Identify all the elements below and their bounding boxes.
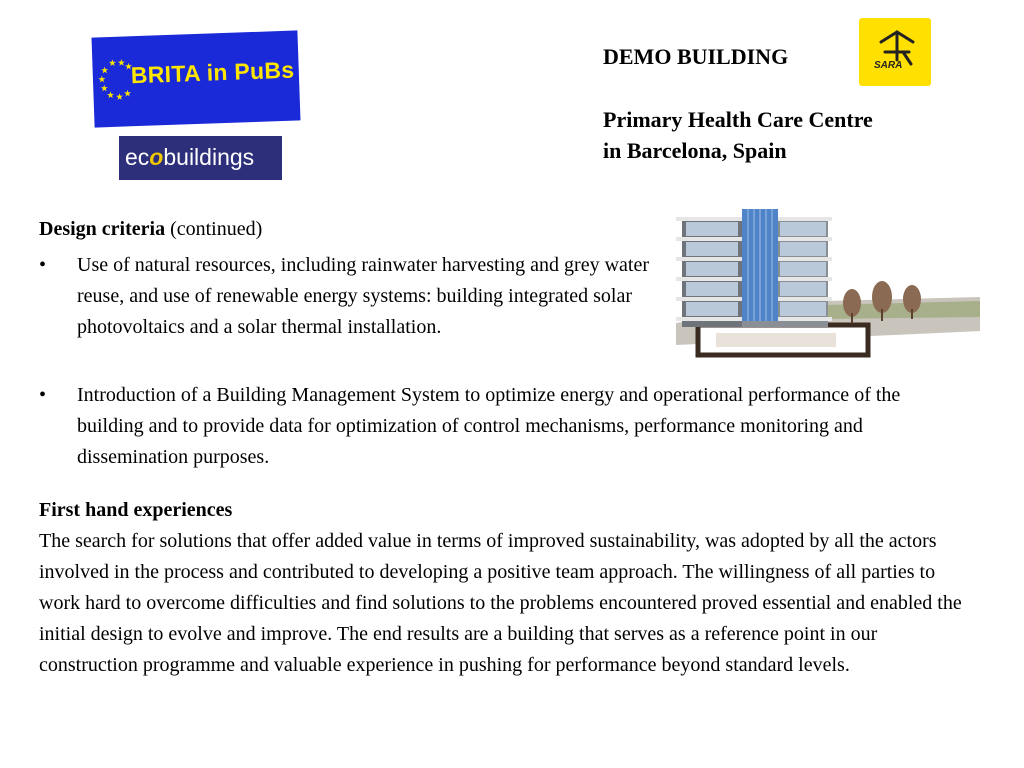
svg-text:★: ★ — [100, 84, 109, 95]
design-criteria-heading — [39, 214, 262, 245]
subtitle-line-1: Primary Health Care Centre — [603, 107, 873, 132]
svg-text:★: ★ — [124, 62, 133, 73]
ecobuildings-logo-text — [125, 144, 254, 171]
design-criteria-continued: (continued) — [170, 218, 263, 240]
svg-text:★: ★ — [106, 90, 115, 102]
bullet-text: Introduction of a Building Management System to optimize energy and operational performance of the building and to provide data for optimization of control mechanisms, performance monitoring and dissemination purposes. — [77, 384, 901, 468]
bullet-text: Use of natural resources, including rainwater harvesting and grey water reuse, and use of renewable energy systems: building integrated solar photovoltaics and a solar thermal installation. — [77, 254, 650, 338]
svg-text:★: ★ — [117, 58, 126, 69]
first-hand-heading: First hand experiences — [39, 499, 233, 521]
brita-in-pubs-logo — [91, 30, 300, 127]
demo-building-title: DEMO BUILDING — [603, 44, 789, 69]
building-section-illustration — [676, 205, 980, 359]
bullet-item — [39, 250, 659, 343]
subtitle-line-2: in Barcelona, Spain — [603, 138, 787, 163]
brita-logo-text: BRITA in PuBs — [130, 56, 295, 89]
building-subtitle — [603, 104, 983, 166]
sara-house-icon — [859, 18, 931, 86]
sara-logo — [859, 18, 931, 86]
svg-text:★: ★ — [97, 75, 107, 86]
bullet-symbol: • — [39, 384, 47, 406]
eco-prefix: ec — [125, 144, 150, 170]
eco-suffix: buildings — [163, 144, 255, 170]
svg-text:★: ★ — [115, 92, 124, 103]
svg-text:★: ★ — [100, 66, 109, 77]
design-criteria-title: Design criteria — [39, 218, 166, 240]
first-hand-paragraph: The search for solutions that offer added value in terms of improved sustainability, was adopted by all the actors involved in the process and contributed to developing a positive team approach. The willingness of all parties to work hard to overcome difficulties and find solutions to the problems encountered proved essential and enabled the initial design to evolve and improve. The end results are a building that serves as a reference point in our construction programme and valuable experience in pushing for performance beyond standard levels. — [39, 530, 962, 676]
bullet-item — [39, 380, 969, 473]
svg-text:★: ★ — [108, 58, 117, 70]
svg-text:★: ★ — [123, 89, 132, 100]
sara-logo-text: SARA — [874, 60, 903, 71]
ecobuildings-logo — [119, 136, 282, 180]
eco-o: o — [149, 144, 164, 170]
bullet-symbol: • — [39, 254, 47, 276]
